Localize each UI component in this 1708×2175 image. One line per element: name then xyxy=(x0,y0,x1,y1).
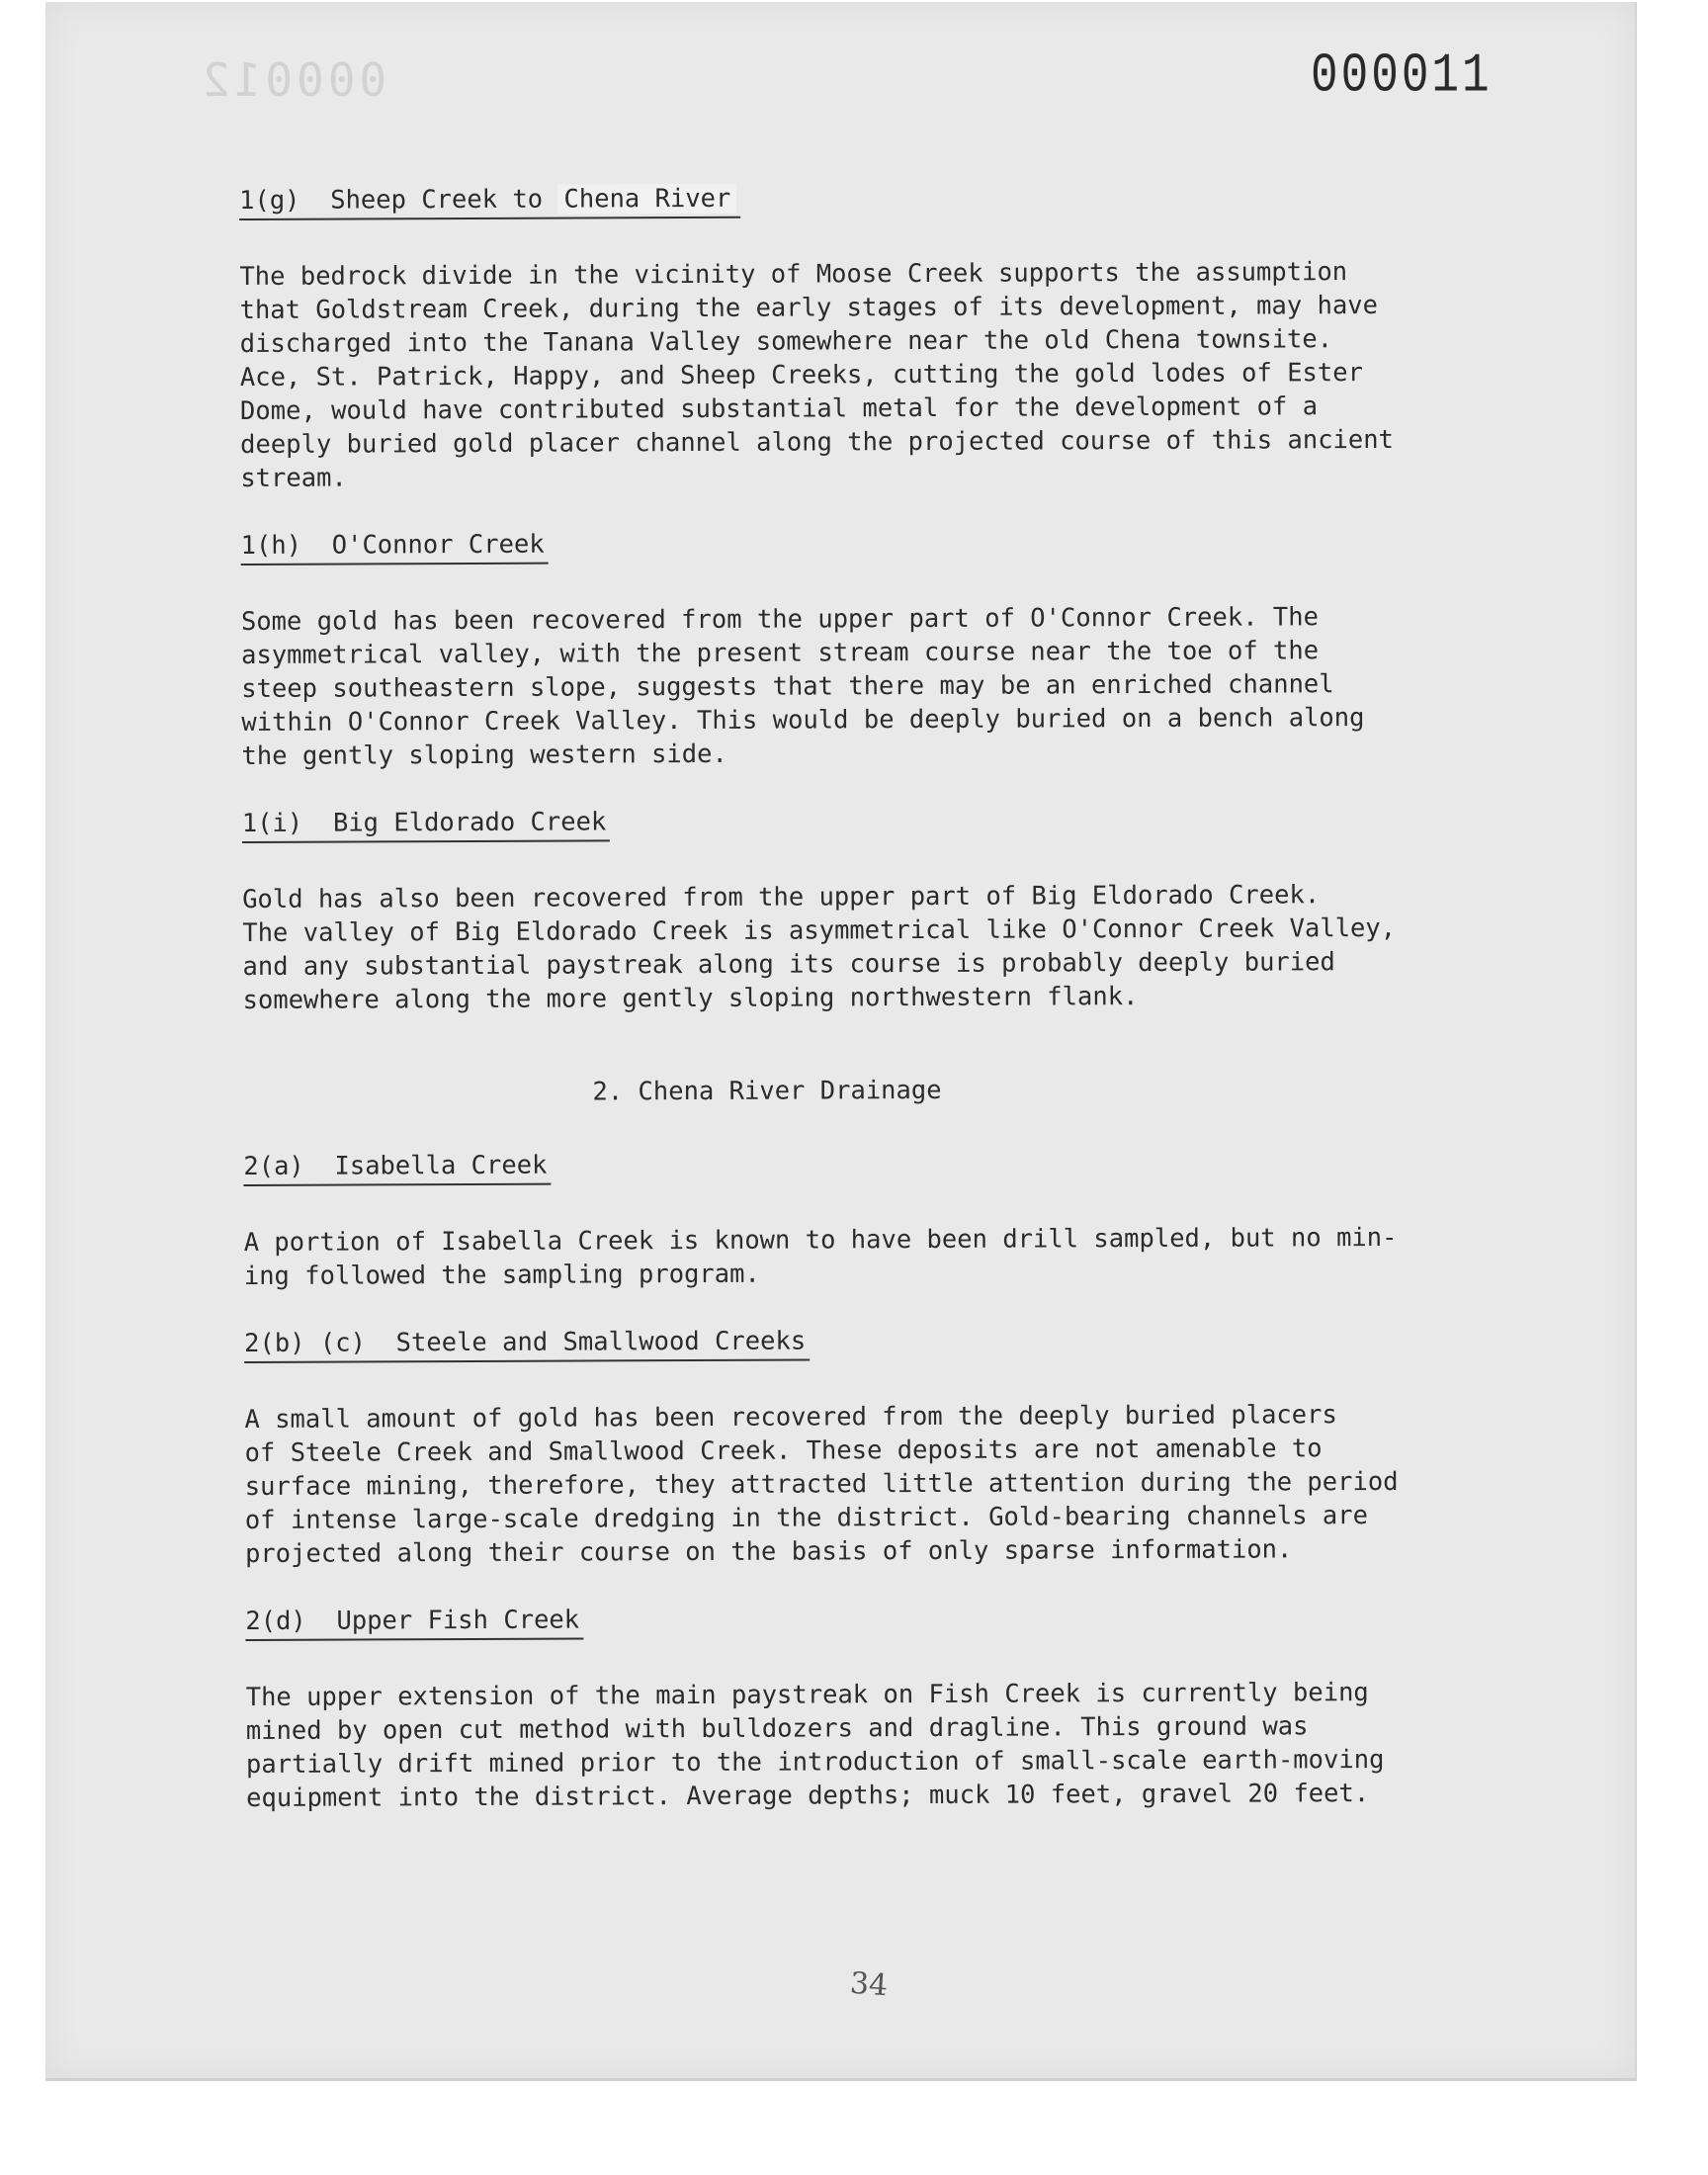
major-heading: 2. Chena River Drainage xyxy=(592,1075,942,1107)
heading-text: 1(g) Sheep Creek to xyxy=(239,184,558,216)
section-paragraph: A small amount of gold has been recovered from the deeply buried placers of Steele Creek and Smallwood Creek. These deposits are not amenable to surface mining, therefore, they attracted little attention during the period of intense large-scale dredging in the district. Gold-bearing channels are projected along their course on the basis of only sparse information. xyxy=(244,1400,1399,1569)
section-2d xyxy=(245,1599,1531,1815)
section-heading: 1(i) Big Eldorado Creek xyxy=(242,805,611,843)
heading-pasted-label: Chena River xyxy=(557,184,736,215)
section-heading: 2(d) Upper Fish Creek xyxy=(245,1603,583,1640)
section-heading: 1(h) O'Connor Creek xyxy=(241,528,549,566)
section-paragraph: A portion of Isabella Creek is known to have been drill sampled, but no min- ing followed the sampling program. xyxy=(243,1222,1398,1291)
section-1h xyxy=(241,523,1527,773)
document-number: 000011 xyxy=(1311,45,1493,108)
section-paragraph: Gold has also been recovered from the upper part of Big Eldorado Creek. The valley of Big Eldorado Creek is asymmetrical like O'Connor Creek Valley, and any substantial paystreak along its course is probably deeply buried somewhere along the more gently sloping northwestern flank. xyxy=(242,880,1397,1015)
page-number: 34 xyxy=(848,1965,890,2004)
section-paragraph: The bedrock divide in the vicinity of Moose Creek supports the assumption that Goldstream Creek, during the early stages of its development, may have discharged into the Tanana Valley somewhere near the old Chena townsite. Ace, St. Patrick, Happy, and Sheep Creeks, cutting the gold lodes of Ester Dome, would have contributed substantial metal for the development of a deeply buried gold placer channel along the projected course of this ancient stream. xyxy=(239,257,1394,493)
section-2a xyxy=(243,1144,1529,1293)
section-heading xyxy=(239,182,740,220)
page-content xyxy=(239,178,1531,1815)
section-heading: 2(b) (c) Steele and Smallwood Creeks xyxy=(244,1324,810,1362)
section-1i xyxy=(242,801,1528,1017)
section-heading: 2(a) Isabella Creek xyxy=(243,1149,551,1186)
section-paragraph: Some gold has been recovered from the upper part of O'Connor Creek. The asymmetrical valley, with the present stream course near the toe of the steep southeastern slope, suggests that there may be an enriched channel within O'Connor Creek Valley. This would be deeply buried on a bench along the gently sloping western side. xyxy=(240,602,1365,771)
section-2bc xyxy=(244,1321,1530,1571)
section-1g xyxy=(239,178,1525,495)
bleed-through-number: 000012 xyxy=(199,53,387,107)
section-paragraph: The upper extension of the main paystreak on Fish Creek is currently being mined by open cut method with bulldozers and dragline. This ground was partially drift mined prior to the introduction of small-scale earth-moving equipment into the district. Average depths; muck 10 feet, gravel 20 feet. xyxy=(245,1678,1385,1813)
